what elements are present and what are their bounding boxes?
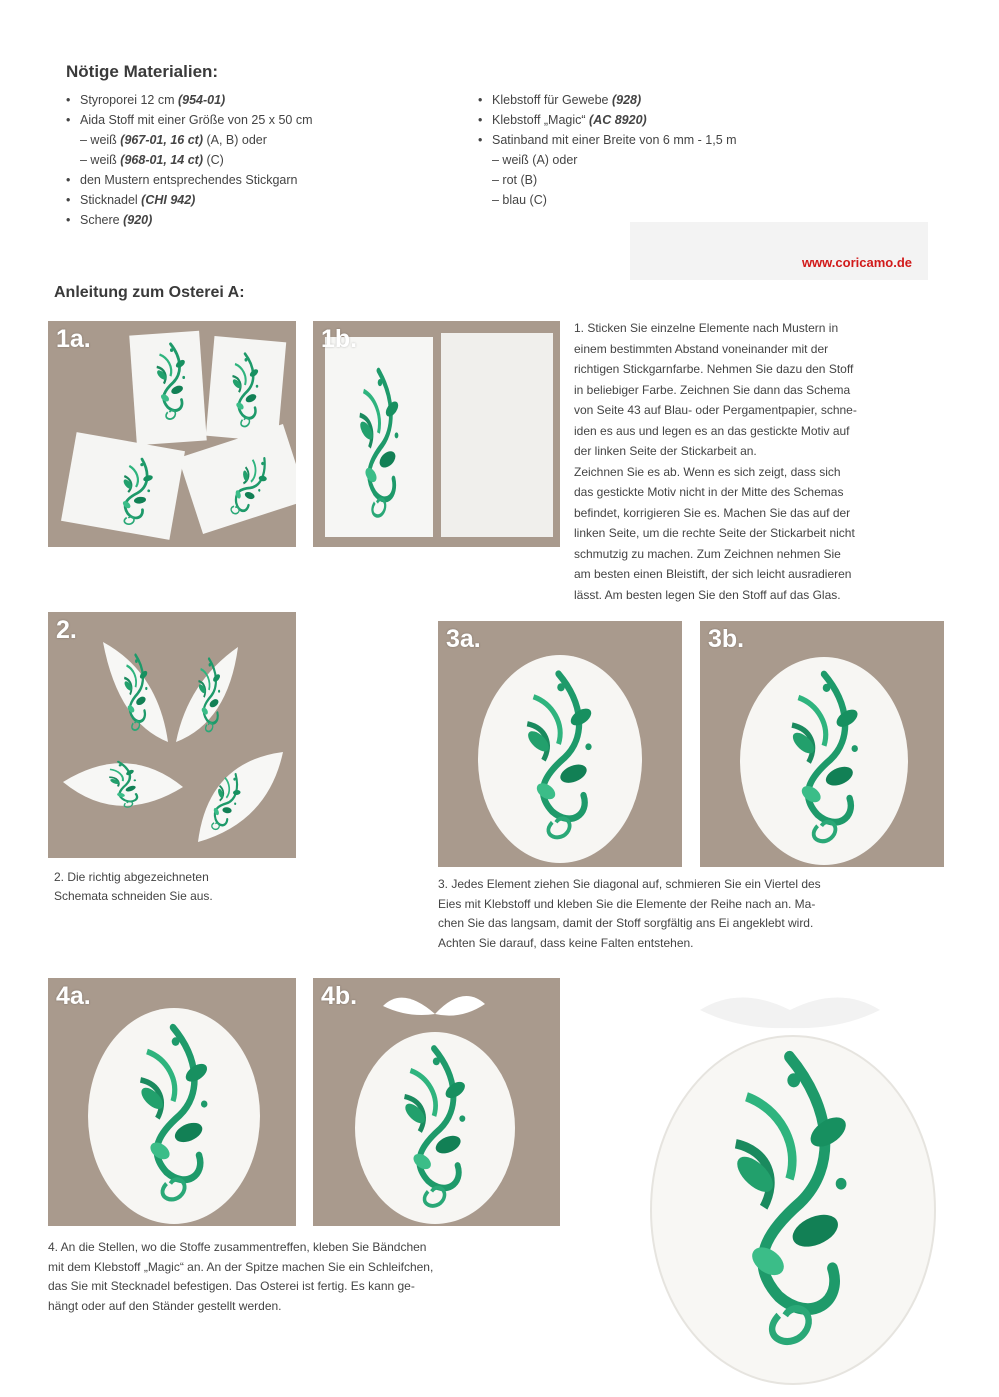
material-code: (967-01, 16 ct) bbox=[120, 133, 203, 147]
text-line: schmutzig zu machen. Zum Zeichnen nehmen Sie bbox=[574, 546, 841, 561]
material-item bbox=[66, 210, 313, 230]
egg-4a-illustration bbox=[48, 978, 296, 1226]
material-suffix: (C) bbox=[202, 153, 224, 167]
photo-3b-label: 3b. bbox=[708, 625, 745, 653]
final-egg-illustration bbox=[630, 990, 950, 1390]
material-code: (920) bbox=[123, 213, 153, 227]
step-1-text bbox=[574, 318, 964, 605]
material-code: (AC 8920) bbox=[589, 113, 647, 127]
photo-2-label: 2. bbox=[56, 616, 77, 644]
material-code: (928) bbox=[611, 93, 642, 107]
photo-1a-label: 1a. bbox=[56, 325, 91, 353]
material-text: – blau (C) bbox=[492, 193, 547, 207]
bullet-icon: • bbox=[478, 113, 483, 127]
text-line: in beliebiger Farbe. Zeichnen Sie dann das Schema bbox=[574, 382, 851, 397]
text-line: Zeichnen Sie es ab. Wenn es sich zeigt, dass sich bbox=[574, 464, 841, 479]
step-2-text bbox=[54, 868, 314, 906]
material-text: – weiß (A) oder bbox=[492, 153, 578, 167]
text-line: einem bestimmten Abstand voneinander mit der bbox=[574, 341, 829, 356]
text-line: lässt. Am besten legen Sie den Stoff auf das Glas. bbox=[574, 587, 841, 602]
bullet-icon: • bbox=[66, 193, 71, 207]
material-item bbox=[66, 190, 313, 210]
material-text: Aida Stoff mit einer Größe von 25 x 50 cm bbox=[80, 113, 313, 127]
material-item bbox=[478, 90, 737, 110]
material-suffix: (A, B) oder bbox=[202, 133, 267, 147]
materials-list-right bbox=[478, 90, 737, 210]
photo-4b bbox=[313, 978, 560, 1226]
embroidered-pieces-illustration bbox=[48, 321, 296, 547]
material-text: Sticknadel bbox=[80, 193, 142, 207]
website-banner bbox=[630, 222, 928, 280]
text-line: 3. Jedes Element ziehen Sie diagonal auf, schmieren Sie ein Viertel des bbox=[438, 877, 821, 891]
material-item bbox=[66, 170, 313, 190]
material-text: Satinband mit einer Breite von 6 mm - 1,5 m bbox=[492, 133, 737, 147]
pattern-template-illustration bbox=[313, 321, 560, 547]
text-line: chen Sie das langsam, damit der Stoff sorgfältig ans Ei angeklebt wird. bbox=[438, 916, 814, 930]
photo-4a-label: 4a. bbox=[56, 982, 91, 1010]
photo-2 bbox=[48, 612, 296, 858]
bullet-icon: • bbox=[66, 213, 71, 227]
material-text: Schere bbox=[80, 213, 124, 227]
section-title: Anleitung zum Osterei A: bbox=[54, 284, 245, 301]
bullet-icon: • bbox=[66, 113, 71, 127]
text-line: Schemata schneiden Sie aus. bbox=[54, 889, 213, 903]
photo-1b-label: 1b. bbox=[321, 325, 358, 353]
cut-schemata-illustration bbox=[48, 612, 296, 858]
text-line: 1. Sticken Sie einzelne Elemente nach Mustern in bbox=[574, 321, 839, 335]
photo-4a bbox=[48, 978, 296, 1226]
materials-title: Nötige Materialien: bbox=[66, 62, 219, 81]
bullet-icon: • bbox=[66, 173, 71, 187]
text-line: hängt oder auf den Ständer gestellt werden. bbox=[48, 1298, 282, 1313]
egg-3b-illustration bbox=[700, 621, 944, 867]
material-item bbox=[478, 150, 737, 170]
bullet-icon: • bbox=[478, 93, 483, 107]
photo-3b bbox=[700, 621, 944, 867]
text-line: Eies mit Klebstoff und kleben Sie die Elemente der Reihe nach an. Ma- bbox=[438, 896, 816, 911]
text-line: von Seite 43 auf Blau- oder Pergamentpapier, schne- bbox=[574, 403, 857, 417]
egg-4b-illustration bbox=[313, 978, 560, 1226]
material-text: Klebstoff für Gewebe bbox=[492, 93, 612, 107]
material-item bbox=[66, 90, 313, 110]
material-item bbox=[478, 170, 737, 190]
material-item bbox=[66, 110, 313, 130]
material-item bbox=[66, 150, 313, 170]
material-code: (968-01, 14 ct) bbox=[120, 153, 203, 167]
material-item bbox=[478, 130, 737, 150]
website-link[interactable]: www.coricamo.de bbox=[801, 255, 912, 270]
text-line: Achten Sie darauf, dass keine Falten entstehen. bbox=[438, 935, 694, 950]
material-item bbox=[478, 190, 737, 210]
text-line: linken Seite, um die rechte Seite der Stickarbeit nicht bbox=[574, 526, 855, 540]
photo-3a bbox=[438, 621, 682, 867]
text-line: am besten einen Bleistift, der sich leicht ausradieren bbox=[574, 567, 852, 581]
material-text: den Mustern entsprechendes Stickgarn bbox=[80, 173, 298, 187]
text-line: mit dem Klebstoff „Magic“ an. An der Spitze machen Sie ein Schleifchen, bbox=[48, 1259, 434, 1274]
material-item bbox=[478, 110, 737, 130]
step-4-text bbox=[48, 1238, 568, 1316]
text-line: 2. Die richtig abgezeichneten bbox=[54, 870, 209, 884]
text-line: der linken Seite der Stickarbeit an. bbox=[574, 444, 757, 458]
text-line: das gestickte Motiv nicht in der Mitte des Schemas bbox=[574, 485, 844, 499]
step-3-text bbox=[438, 875, 958, 953]
text-line: iden es aus und legen es an das gestickte Motiv auf bbox=[574, 423, 850, 438]
material-text: – rot (B) bbox=[492, 173, 538, 187]
text-line: 4. An die Stellen, wo die Stoffe zusammentreffen, kleben Sie Bändchen bbox=[48, 1240, 427, 1254]
bullet-icon: • bbox=[66, 93, 71, 107]
material-item bbox=[66, 130, 313, 150]
photo-1a bbox=[48, 321, 296, 547]
text-line: richtigen Stickgarnfarbe. Nehmen Sie dazu den Stoff bbox=[574, 362, 854, 376]
material-text: Klebstoff „Magic“ bbox=[492, 113, 590, 127]
bullet-icon: • bbox=[478, 133, 483, 147]
material-text: – weiß bbox=[80, 133, 121, 147]
egg-3a-illustration bbox=[438, 621, 682, 867]
text-line: das Sie mit Stecknadel befestigen. Das Osterei ist fertig. Es kann ge- bbox=[48, 1279, 415, 1293]
photo-1b bbox=[313, 321, 560, 547]
photo-3a-label: 3a. bbox=[446, 625, 481, 653]
text-line: befindet, korrigieren Sie es. Machen Sie das auf der bbox=[574, 505, 851, 520]
material-code: (CHI 942) bbox=[141, 193, 196, 207]
materials-list-left bbox=[66, 90, 313, 230]
photo-4b-label: 4b. bbox=[321, 982, 358, 1010]
photo-final-egg bbox=[630, 990, 950, 1390]
material-code: (954-01) bbox=[177, 93, 226, 107]
material-text: – weiß bbox=[80, 153, 121, 167]
material-text: Styroporei 12 cm bbox=[80, 93, 178, 107]
